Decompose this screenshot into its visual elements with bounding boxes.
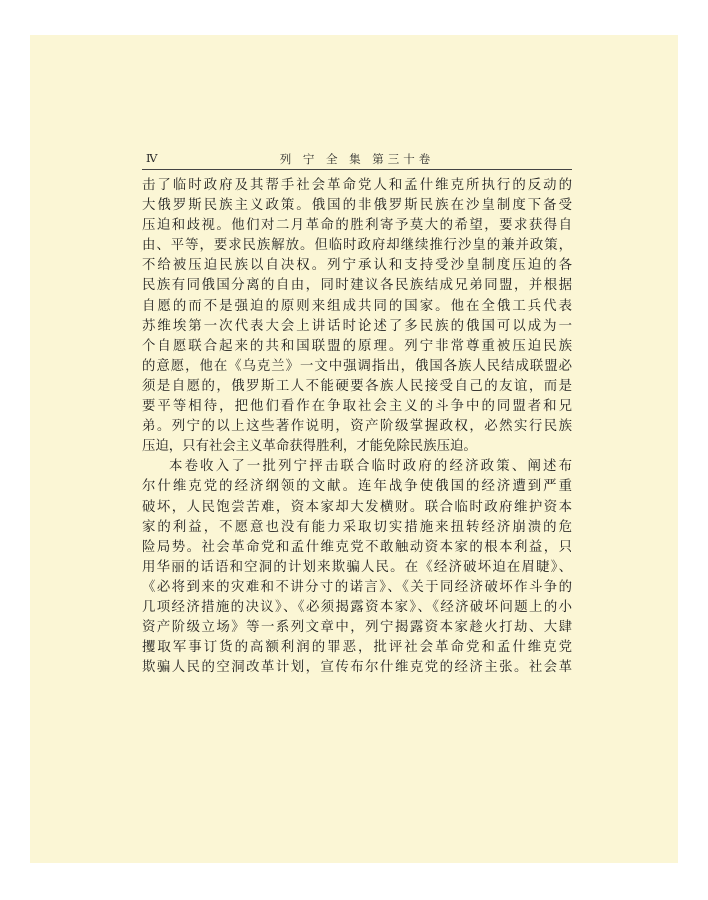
header-rule (142, 169, 572, 170)
text-line: 家的利益，不愿意也没有能力采取切实措施来扭转经济崩溃的危 (142, 519, 572, 535)
text-line: 压迫和歧视。他们对二月革命的胜利寄予莫大的希望，要求获得自 (142, 218, 572, 234)
text-line: 个自愿联合起来的共和国联盟的原理。列宁非常尊重被压迫民族 (142, 338, 572, 354)
text-line: 《必将到来的灾难和不讲分寸的诺言》、《关于同经济破坏作斗争的 (142, 579, 572, 595)
text-line: 击了临时政府及其帮手社会革命党人和孟什维克所执行的反动的 (142, 178, 572, 193)
text-line: 资产阶级立场》等一系列文章中，列宁揭露资本家趁火打劫、大肆 (142, 620, 572, 636)
text-line: 压迫，只有社会主义革命获得胜利，才能免除民族压迫。 (142, 439, 477, 455)
text-line: 破坏，人民饱尝苦难，资本家却大发横财。联合临时政府维护资本 (142, 499, 572, 515)
text-line: 大俄罗斯民族主义政策。俄国的非俄罗斯民族在沙皇制度下备受 (142, 198, 572, 214)
text-line: 须是自愿的，俄罗斯工人不能硬要各族人民接受自己的友谊，而是 (142, 378, 572, 394)
text-line: 几项经济措施的决议》、《必须揭露资本家》、《经济破坏问题上的小 (142, 599, 572, 615)
text-line: 本卷收入了一批列宁抨击联合临时政府的经济政策、阐述布 (169, 459, 572, 475)
paragraph-2 (142, 457, 572, 678)
text-line: 尔什维克党的经济纲领的文献。连年战争使俄国的经济遭到严重 (142, 479, 572, 495)
text-line: 弟。列宁的以上这些著作说明，资产阶级掌握政权，必然实行民族 (142, 419, 572, 435)
text-line: 的意愿，他在《乌克兰》一文中强调指出，俄国各族人民结成联盟必 (142, 358, 572, 374)
page-header (142, 151, 572, 167)
running-title: 列 宁 全 集 第三十卷 (279, 152, 435, 166)
text-line: 攫取军事订货的高额利润的罪恶，批评社会革命党和孟什维克党 (142, 640, 572, 656)
text-line: 民族有同俄国分离的自由，同时建议各民族结成兄弟同盟，并根据 (142, 278, 572, 294)
text-line: 用华丽的话语和空洞的计划来欺骗人民。在《经济破坏迫在眉睫》、 (142, 559, 572, 575)
text-line: 要平等相待，把他们看作在争取社会主义的斗争中的同盟者和兄 (142, 399, 572, 415)
page-number: Ⅳ (146, 153, 158, 165)
paragraph-1 (142, 176, 572, 457)
text-line: 自愿的而不是强迫的原则来组成共同的国家。他在全俄工兵代表 (142, 298, 572, 314)
text-line: 由、平等，要求民族解放。但临时政府却继续推行沙皇的兼并政策， (142, 238, 572, 254)
body-text (142, 176, 572, 678)
text-line: 苏维埃第一次代表大会上讲话时论述了多民族的俄国可以成为一 (142, 318, 572, 334)
text-line: 不给被压迫民族以自决权。列宁承认和支持受沙皇制度压迫的各 (142, 258, 572, 274)
text-line: 险局势。社会革命党和孟什维克党不敢触动资本家的根本利益，只 (142, 539, 572, 555)
text-line: 欺骗人民的空洞改革计划，宣传布尔什维克党的经济主张。社会革 (142, 660, 572, 676)
